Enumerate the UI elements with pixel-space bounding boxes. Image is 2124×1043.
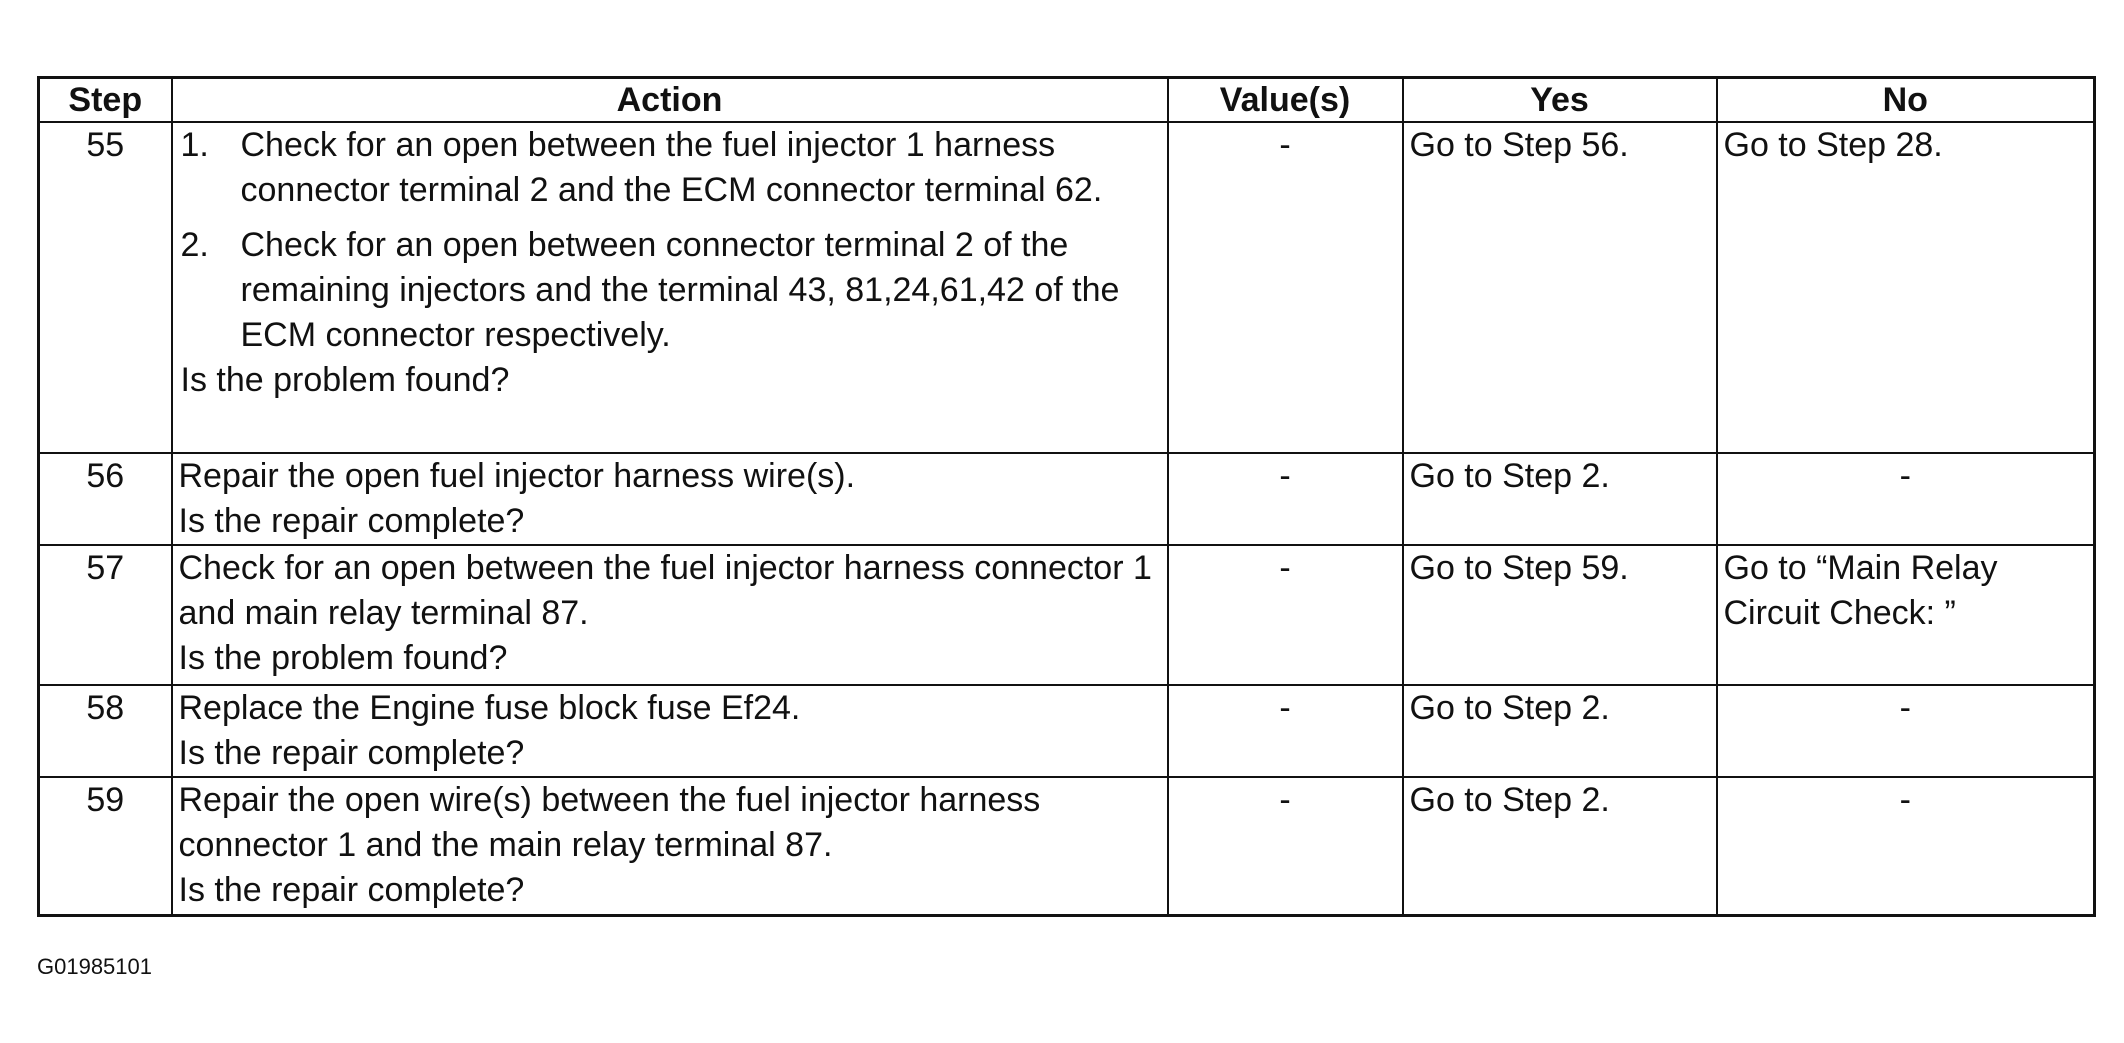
item-number: 1. [180,126,209,164]
action-question: Is the repair complete? [178,502,525,540]
value-cell: - [1168,453,1403,545]
action-question: Is the problem found? [180,361,510,399]
value-cell: - [1168,685,1403,777]
no-cell: - [1717,685,2095,777]
action-cell [172,777,1168,915]
header-row [39,78,2095,123]
action-text: Repair the open fuel injector harness wire(s). [178,457,856,495]
table-row [39,545,2095,685]
action-text: Repair the open wire(s) between the fuel injector harness connector 1 and the main relay terminal 87. [178,781,1041,864]
table-row [39,122,2095,453]
header-no: No [1717,78,2095,123]
action-cell [172,685,1168,777]
action-text: Check for an open between the fuel injector harness connector 1 and main relay terminal 87. [178,549,1152,632]
numbered-item [181,223,1161,358]
yes-cell: Go to Step 2. [1403,685,1717,777]
action-cell [172,453,1168,545]
table-row [39,685,2095,777]
action-question: Is the repair complete? [178,871,525,909]
step-number: 57 [39,545,172,685]
table-row [39,777,2095,915]
header-values: Value(s) [1168,78,1403,123]
item-number: 2. [180,226,209,264]
item-text: Check for an open between connector terminal 2 of the remaining injectors and the terminal 43, 81,24,61,42 of the ECM connector respectively. [240,226,1120,354]
item-text: Check for an open between the fuel injector 1 harness connector terminal 2 and the ECM connector terminal 62. [240,126,1103,209]
step-number: 59 [39,777,172,915]
value-cell: - [1168,545,1403,685]
no-cell: - [1717,777,2095,915]
action-cell [172,122,1168,453]
yes-cell: Go to Step 59. [1403,545,1717,685]
no-cell: Go to Step 28. [1717,122,2095,453]
yes-cell: Go to Step 2. [1403,777,1717,915]
no-cell: Go to “Main Relay Circuit Check: ” [1717,545,2095,685]
value-cell: - [1168,122,1403,453]
value-cell: - [1168,777,1403,915]
step-number: 58 [39,685,172,777]
yes-cell: Go to Step 2. [1403,453,1717,545]
no-cell: - [1717,453,2095,545]
table-row [39,453,2095,545]
header-step: Step [39,78,172,123]
figure-id: G01985101 [37,954,152,979]
yes-cell: Go to Step 56. [1403,122,1717,453]
header-yes: Yes [1403,78,1717,123]
header-action: Action [172,78,1168,123]
action-cell [172,545,1168,685]
numbered-item [181,123,1161,213]
diagnostic-table [37,76,2096,917]
action-text: Replace the Engine fuse block fuse Ef24. [178,689,801,727]
step-number: 55 [39,122,172,453]
action-question: Is the problem found? [178,639,508,677]
step-number: 56 [39,453,172,545]
action-question: Is the repair complete? [178,734,525,772]
